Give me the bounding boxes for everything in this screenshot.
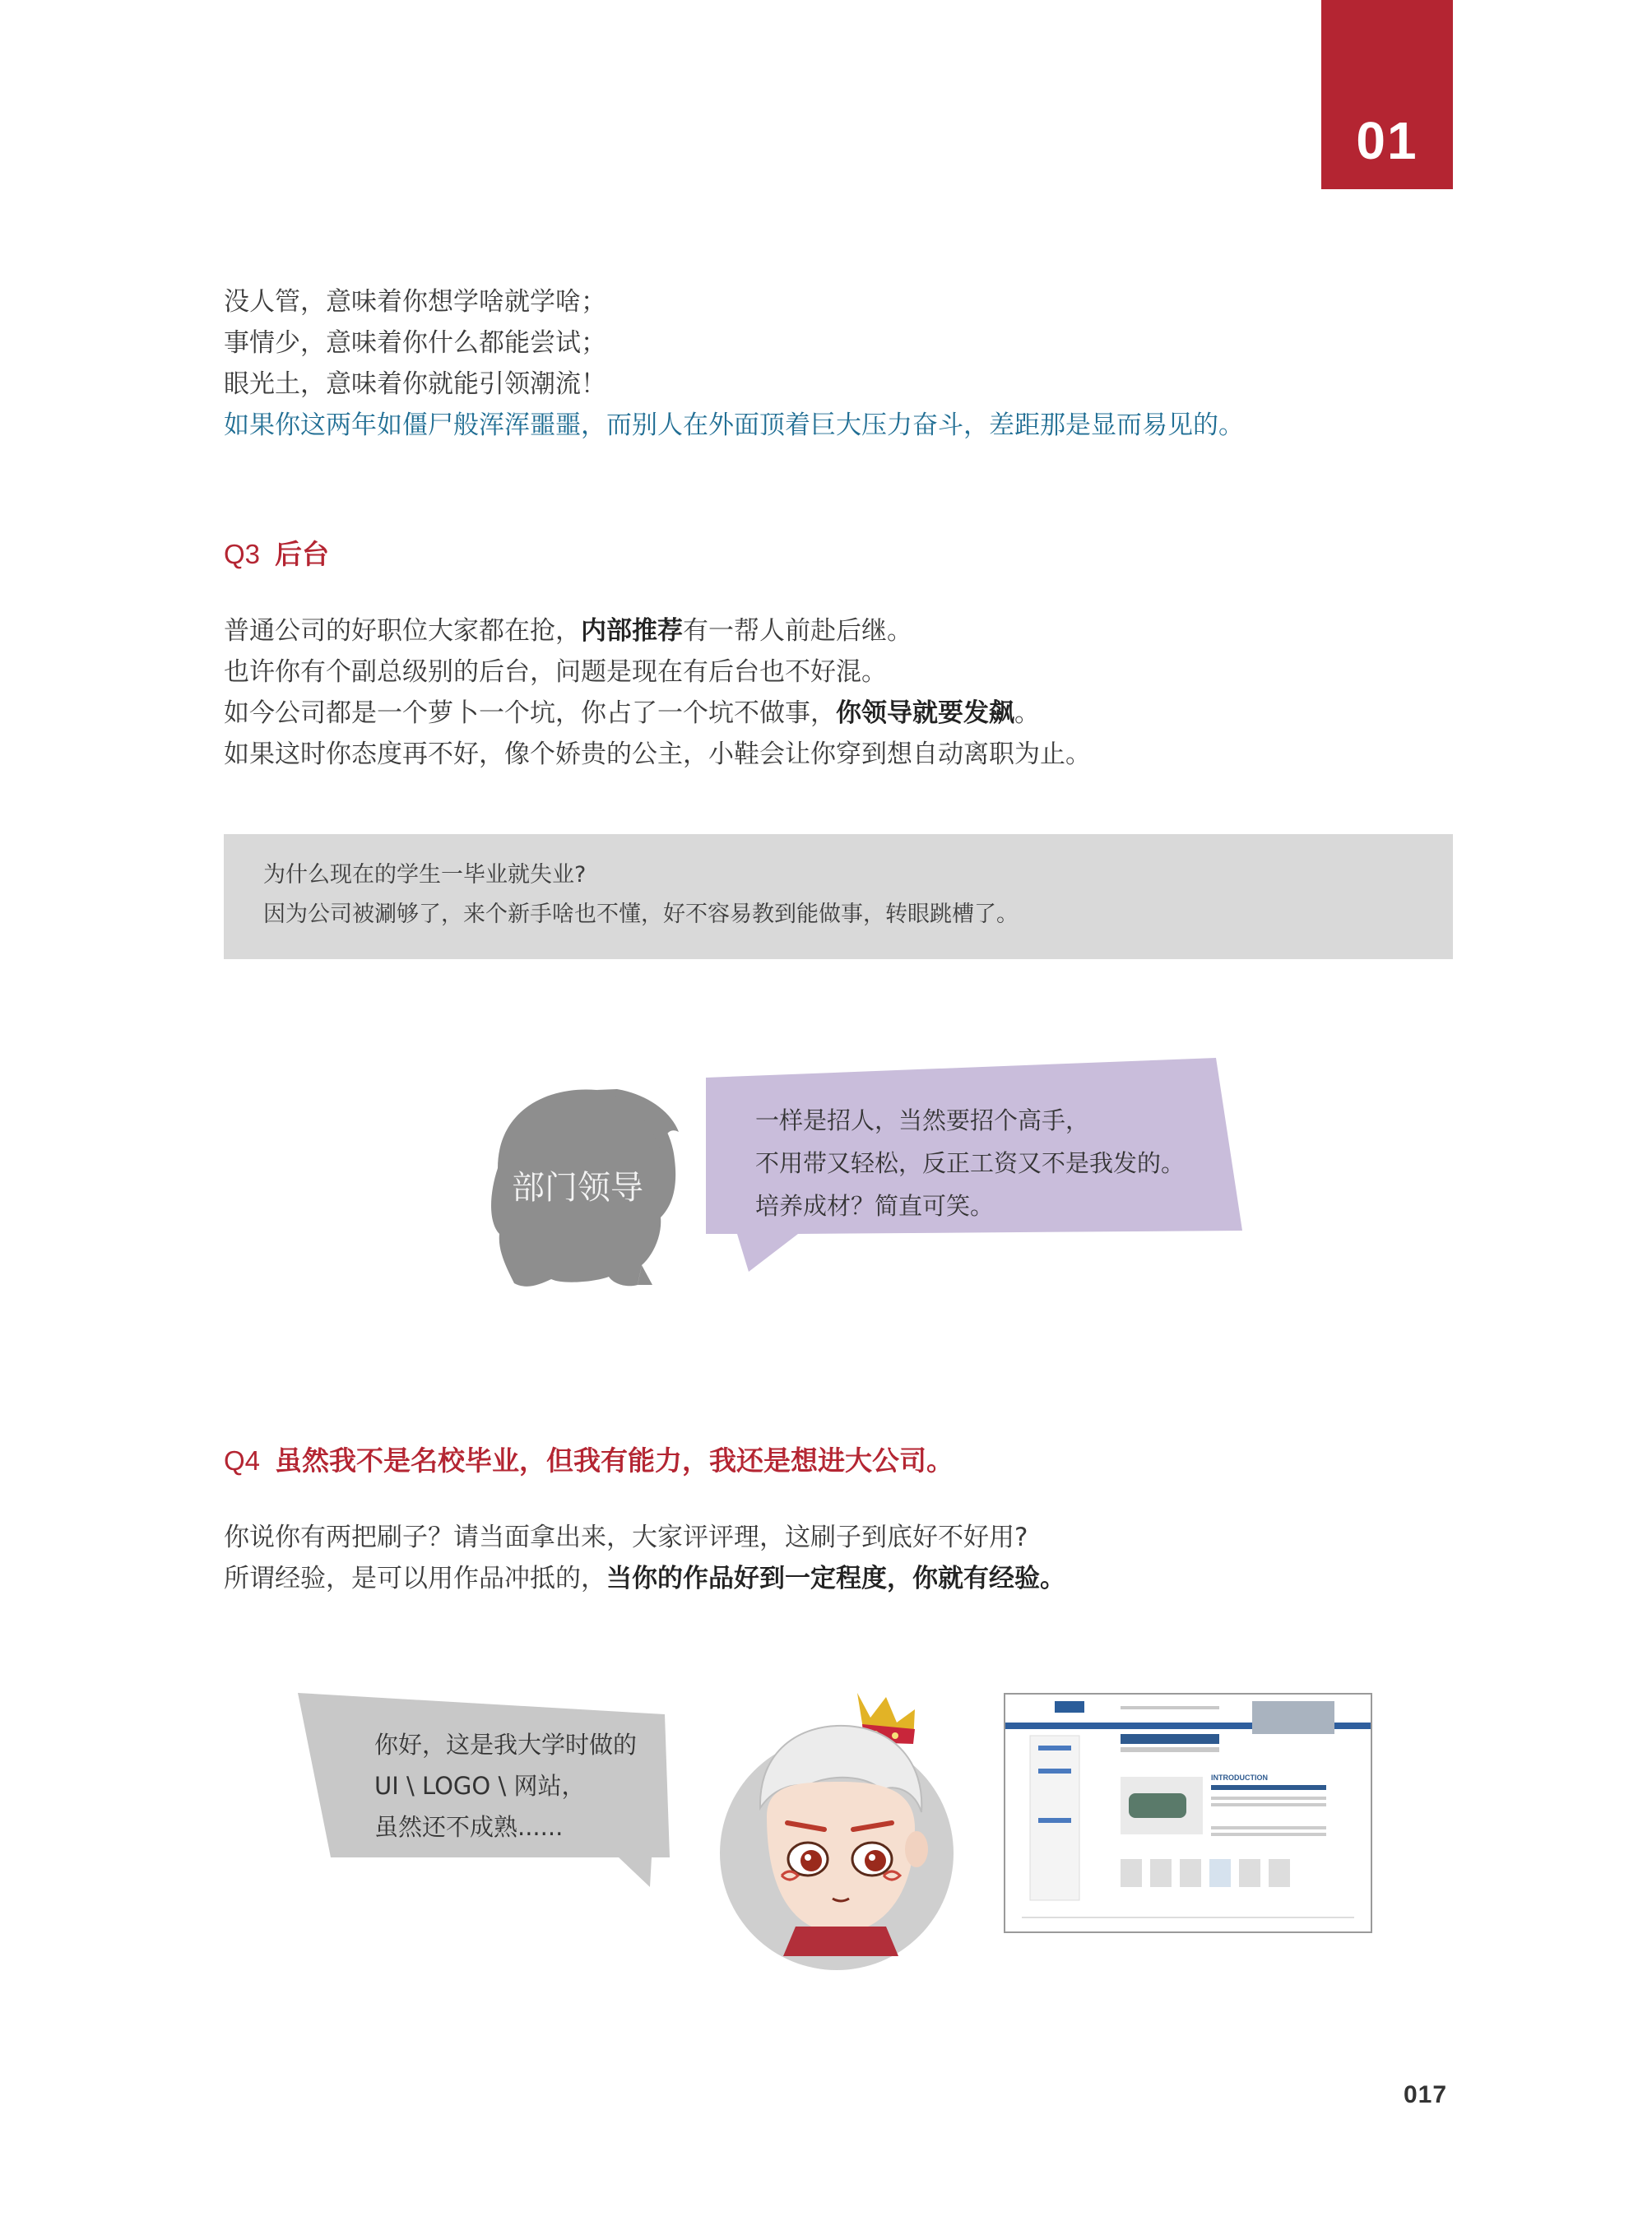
student-bubble-line-2: UI \ LOGO \ 网站，	[374, 1772, 586, 1800]
q3-line-3-pre: 如今公司都是一个萝卜一个坑，你占了一个坑不做事，	[224, 698, 836, 728]
q3-line-1	[224, 610, 1091, 651]
website-thumbnail-image	[1005, 1695, 1371, 1931]
intro-line-2: 事情少，意味着你什么都能尝试；	[224, 328, 606, 358]
q3-title: 后台	[275, 538, 330, 570]
leader-bubble-line-1: 一样是招人，当然要招个高手，	[755, 1106, 1090, 1134]
q4-title: 虽然我不是名校毕业，但我有能力，我还是想进大公司。	[275, 1444, 954, 1477]
page-number: 017	[1404, 2081, 1448, 2108]
q3-line-1-post: 有一帮人前赴后继。	[683, 616, 912, 646]
q3-line-3-bold: 你领导就要发飙	[836, 698, 1014, 728]
q3-line-3	[224, 693, 1091, 734]
q4-line-2-bold: 当你的作品好到一定程度，你就有经验。	[606, 1564, 1065, 1593]
callout-box	[224, 834, 1453, 959]
student-bubble-line-3: 虽然还不成熟......	[374, 1813, 564, 1841]
q3-line-2: 也许你有个副总级别的后台，问题是现在有后台也不好混。	[224, 657, 887, 687]
student-bubble-line-1: 你好，这是我大学时做的	[374, 1731, 638, 1759]
q4-heading	[224, 1440, 954, 1478]
callout-question: 为什么现在的学生一毕业就失业?	[263, 862, 587, 888]
q4-line-1: 你说你有两把刷子？请当面拿出来，大家评评理，这刷子到底好不好用?	[224, 1523, 1028, 1552]
q3-line-1-bold: 内部推荐	[581, 616, 683, 646]
intro-line-3: 眼光土，意味着你就能引领潮流！	[224, 369, 606, 399]
leader-avatar-label: 部门领导	[512, 1169, 643, 1207]
intro-paragraph	[224, 281, 1244, 446]
intro-line-1: 没人管，意味着你想学啥就学啥；	[224, 287, 606, 317]
chapter-number-tab	[1321, 0, 1453, 189]
website-thumbnail	[1004, 1693, 1372, 1933]
student-bubble-text	[374, 1724, 637, 1848]
callout-answer: 因为公司被涮够了，来个新手啥也不懂，好不容易教到能做事，转眼跳槽了。	[263, 902, 1019, 927]
q3-line-1-pre: 普通公司的好职位大家都在抢，	[224, 616, 581, 646]
q3-paragraph	[224, 610, 1091, 775]
thumbnail-heading: INTRODUCTION	[1211, 1774, 1268, 1782]
student-avatar-icon	[709, 1676, 964, 1973]
intro-highlight-line: 如果你这两年如僵尸般浑浑噩噩，而别人在外面顶着巨大压力奋斗，差距那是显而易见的。	[224, 410, 1244, 440]
leader-bubble-line-2: 不用带又轻松，反正工资又不是我发的。	[755, 1149, 1186, 1177]
q4-line-2	[224, 1558, 1065, 1599]
q3-number: Q3	[224, 539, 261, 569]
q4-line-2-pre: 所谓经验，是可以用作品冲抵的，	[224, 1564, 606, 1593]
leader-bubble-text	[755, 1099, 1185, 1227]
q4-number: Q4	[224, 1445, 261, 1476]
chapter-number: 01	[1356, 111, 1418, 170]
leader-bubble-line-3: 培养成材？简直可笑。	[755, 1192, 995, 1220]
q3-line-3-post: 。	[1014, 698, 1040, 728]
q3-line-4: 如果这时你态度再不好，像个娇贵的公主，小鞋会让你穿到想自动离职为止。	[224, 740, 1091, 769]
q3-heading	[224, 533, 329, 572]
q4-paragraph	[224, 1517, 1065, 1599]
